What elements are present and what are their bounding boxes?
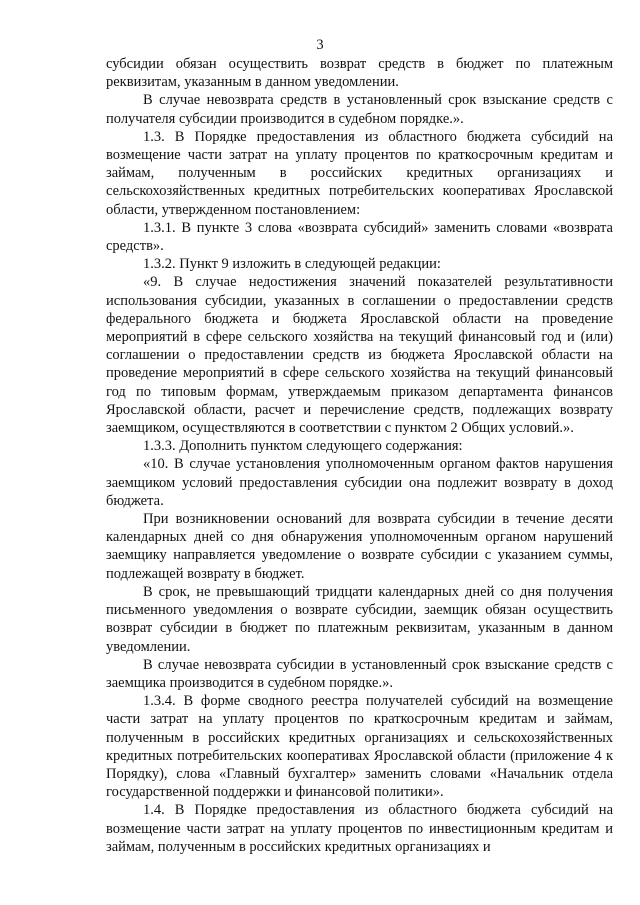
paragraph-3: 1.3. В Порядке предоставления из областного бюджета субсидий на возмещение части затрат на уплату процентов по краткосрочным кредитам и займам, полученным в российских кредитных организациях и сельскохозяйственных кредитных потребительских кооперативах Ярославской области, утвержденном постановлением: (106, 128, 613, 218)
paragraph-13: 1.4. В Порядке предоставления из областного бюджета субсидий на возмещение части затрат на уплату процентов по инвестиционным кредитам и займам, полученным в российских кредитных организациях и (106, 802, 613, 855)
page-number: 3 (316, 37, 324, 53)
paragraph-11: В случае невозврата субсидии в установленный срок взыскание средств с заемщика производится в судебном порядке.». (106, 656, 613, 691)
paragraph-9: При возникновении оснований для возврата субсидии в течение десяти календарных дней со дня обнаружения уполномоченным органом нарушений заемщику направляется уведомление о возврате субсидии с указанием суммы, подлежащей возврату в бюджет. (106, 511, 613, 582)
paragraph-5: 1.3.2. Пункт 9 изложить в следующей редакции: (143, 256, 441, 273)
paragraph-6: «9. В случае недостижения значений показателей результативности использования субсидии, указанных в соглашении о предоставлении средств федерального бюджета и бюджета Ярославской области на проведение мероприятий в сфере сельского хозяйства на текущий финансовый год и (или) соглашении о предоставлении средств из бюджета Ярославской области на проведение мероприятий в сфере сельского хозяйства на текущий финансовый год по типовым формам, утверждаемым приказом департамента финансов Ярославской области, расчет и перечисление средств, подлежащих возврату заемщиком, осуществляются в соответствии с пунктом 2 Общих условий.». (106, 274, 613, 437)
paragraph-1: субсидии обязан осуществить возврат средств в бюджет по платежным реквизитам, указанным в данном уведомлении. (106, 56, 613, 91)
document-body (106, 55, 613, 856)
paragraph-10: В срок, не превышающий тридцати календарных дней со дня получения письменного уведомления о возврате субсидии, заемщик обязан осуществить возврат субсидии в бюджет по платежным реквизитам, указанным в данном уведомлении. (106, 583, 613, 655)
paragraph-12: 1.3.4. В форме сводного реестра получателей субсидий на возмещение части затрат на уплату процентов по краткосрочным кредитам и займам, полученным в российских кредитных организациях и сельскохозяйственных кредитных потребительских кооперативах Ярославской области (приложение 4 к Порядку), слова «Главный бухгалтер» заменить словами «Начальник отдела государственной поддержки и финансовой политики». (106, 693, 613, 801)
paragraph-2: В случае невозврата средств в установленный срок взыскание средств с получателя субсидии производится в судебном порядке.». (106, 92, 613, 127)
paragraph-8: «10. В случае установления уполномоченным органом фактов нарушения заемщиком условий предоставления субсидии она подлежит возврату в доход бюджета. (106, 456, 613, 509)
paragraph-4: 1.3.1. В пункте 3 слова «возврата субсидий» заменить словами «возврата средств». (106, 219, 613, 255)
paragraph-7: 1.3.3. Дополнить пунктом следующего содержания: (143, 438, 463, 455)
